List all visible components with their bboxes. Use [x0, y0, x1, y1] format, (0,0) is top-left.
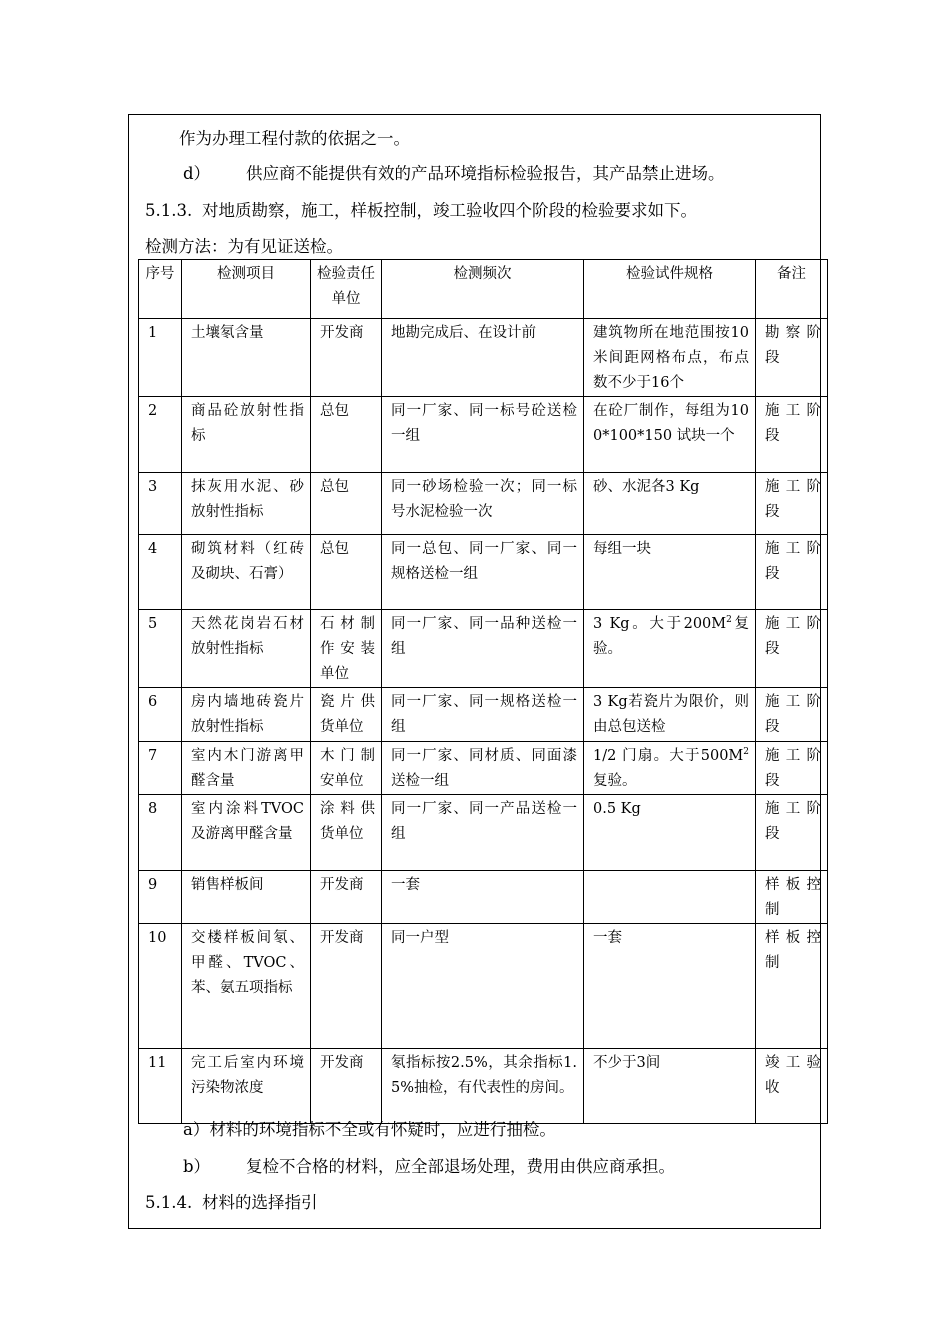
row-no: 10 — [139, 924, 182, 1049]
row-remark: 施工阶段 — [756, 688, 828, 742]
row-remark: 勘察阶段 — [756, 319, 828, 397]
header-unit: 检验责任单位 — [311, 260, 382, 319]
row-frequency: 一套 — [382, 871, 584, 924]
row-item: 房内墙地砖瓷片放射性指标 — [182, 688, 311, 742]
row-remark: 样板控制 — [756, 871, 828, 924]
row-remark: 竣工验收 — [756, 1049, 828, 1124]
row-unit: 石材制作安装单位 — [311, 610, 382, 688]
row-item: 室内涂料TVOC及游离甲醛含量 — [182, 795, 311, 871]
row-no: 3 — [139, 473, 182, 535]
row-unit: 总包 — [311, 397, 382, 473]
row-unit: 总包 — [311, 473, 382, 535]
row-spec: 每组一块 — [584, 535, 756, 610]
row-frequency: 同一厂家、同一标号砼送检一组 — [382, 397, 584, 473]
superscript: 2 — [726, 615, 732, 626]
row-spec: 不少于3间 — [584, 1049, 756, 1124]
table-row — [139, 319, 828, 397]
table-row — [139, 924, 828, 1049]
row-no: 9 — [139, 871, 182, 924]
row-remark: 施工阶段 — [756, 535, 828, 610]
row-remark: 样板控制 — [756, 924, 828, 1049]
row-no: 5 — [139, 610, 182, 688]
row-item: 商品砼放射性指标 — [182, 397, 311, 473]
row-item: 天然花岗岩石材放射性指标 — [182, 610, 311, 688]
row-spec: 砂、水泥各3 Kg — [584, 473, 756, 535]
row-frequency: 同一厂家、同一规格送检一组 — [382, 688, 584, 742]
table-row — [139, 871, 828, 924]
intro-line-1: 作为办理工程付款的依据之一。 — [179, 129, 410, 148]
superscript: 2 — [743, 747, 749, 758]
table-row — [139, 397, 828, 473]
section-5-1-4-number: 5.1.4. — [145, 1193, 193, 1212]
table-row — [139, 535, 828, 610]
row-unit: 总包 — [311, 535, 382, 610]
section-5-1-3-number: 5.1.3. — [145, 201, 193, 220]
row-no: 7 — [139, 742, 182, 795]
header-item: 检测项目 — [182, 260, 311, 319]
table-header-row — [139, 260, 828, 319]
section-5-1-4-text: 材料的选择指引 — [202, 1193, 318, 1212]
header-no: 序号 — [139, 260, 182, 319]
header-remark: 备注 — [756, 260, 828, 319]
row-frequency: 同一总包、同一厂家、同一规格送检一组 — [382, 535, 584, 610]
row-item: 室内木门游离甲醛含量 — [182, 742, 311, 795]
row-item: 销售样板间 — [182, 871, 311, 924]
row-item: 完工后室内环境污染物浓度 — [182, 1049, 311, 1124]
row-remark: 施工阶段 — [756, 610, 828, 688]
test-method: 检测方法：为有见证送检。 — [145, 237, 343, 256]
row-no: 2 — [139, 397, 182, 473]
row-unit: 涂料供货单位 — [311, 795, 382, 871]
row-unit: 瓷片供货单位 — [311, 688, 382, 742]
row-item: 土壤氡含量 — [182, 319, 311, 397]
row-spec — [584, 871, 756, 924]
header-spec: 检验试件规格 — [584, 260, 756, 319]
row-remark: 施工阶段 — [756, 742, 828, 795]
row-no: 1 — [139, 319, 182, 397]
row-remark: 施工阶段 — [756, 795, 828, 871]
row-item: 砌筑材料（红砖及砌块、石膏） — [182, 535, 311, 610]
table-row — [139, 610, 828, 688]
table-row — [139, 688, 828, 742]
row-item: 抹灰用水泥、砂放射性指标 — [182, 473, 311, 535]
row-frequency: 地勘完成后、在设计前 — [382, 319, 584, 397]
item-a-text: a）材料的环境指标不全或有怀疑时，应进行抽检。 — [183, 1120, 556, 1139]
row-spec: 1/2 门扇。大于$500M^2$复验。 — [584, 742, 756, 795]
row-spec: 3 Kg若瓷片为限价，则由总包送检 — [584, 688, 756, 742]
row-frequency: 氡指标按2.5%，其余指标1.5%抽检，有代表性的房间。 — [382, 1049, 584, 1124]
row-unit: 开发商 — [311, 924, 382, 1049]
row-spec: 0.5 Kg — [584, 795, 756, 871]
section-5-1-3-text: 对地质勘察，施工，样板控制，竣工验收四个阶段的检验要求如下。 — [202, 201, 697, 220]
table-row — [139, 473, 828, 535]
item-b-marker: b） — [183, 1157, 211, 1176]
row-remark: 施工阶段 — [756, 397, 828, 473]
row-no: 11 — [139, 1049, 182, 1124]
header-frequency: 检测频次 — [382, 260, 584, 319]
row-spec: 在砼厂制作，每组为100*100*150 试块一个 — [584, 397, 756, 473]
row-spec: 3 Kg。大于$200M^2$复验。 — [584, 610, 756, 688]
row-remark: 施工阶段 — [756, 473, 828, 535]
row-no: 6 — [139, 688, 182, 742]
table-row — [139, 742, 828, 795]
item-b-text: 复检不合格的材料，应全部退场处理，费用由供应商承担。 — [246, 1157, 675, 1176]
item-d-text: 供应商不能提供有效的产品环境指标检验报告，其产品禁止进场。 — [246, 164, 725, 183]
row-unit: 开发商 — [311, 1049, 382, 1124]
row-no: 4 — [139, 535, 182, 610]
row-frequency: 同一砂场检验一次；同一标号水泥检验一次 — [382, 473, 584, 535]
row-spec: 建筑物所在地范围按10米间距网格布点，布点数不少于16个 — [584, 319, 756, 397]
row-frequency: 同一厂家、同材质、同面漆送检一组 — [382, 742, 584, 795]
table-row — [139, 1049, 828, 1124]
row-unit: 开发商 — [311, 871, 382, 924]
row-item: 交楼样板间氡、甲醛、TVOC、苯、氨五项指标 — [182, 924, 311, 1049]
row-frequency: 同一厂家、同一产品送检一组 — [382, 795, 584, 871]
row-spec: 一套 — [584, 924, 756, 1049]
row-no: 8 — [139, 795, 182, 871]
table-row — [139, 795, 828, 871]
row-frequency: 同一户型 — [382, 924, 584, 1049]
row-frequency: 同一厂家、同一品种送检一组 — [382, 610, 584, 688]
row-unit: 木门制安单位 — [311, 742, 382, 795]
item-d-marker: d） — [183, 164, 211, 183]
inspection-table — [138, 259, 828, 1124]
row-unit: 开发商 — [311, 319, 382, 397]
